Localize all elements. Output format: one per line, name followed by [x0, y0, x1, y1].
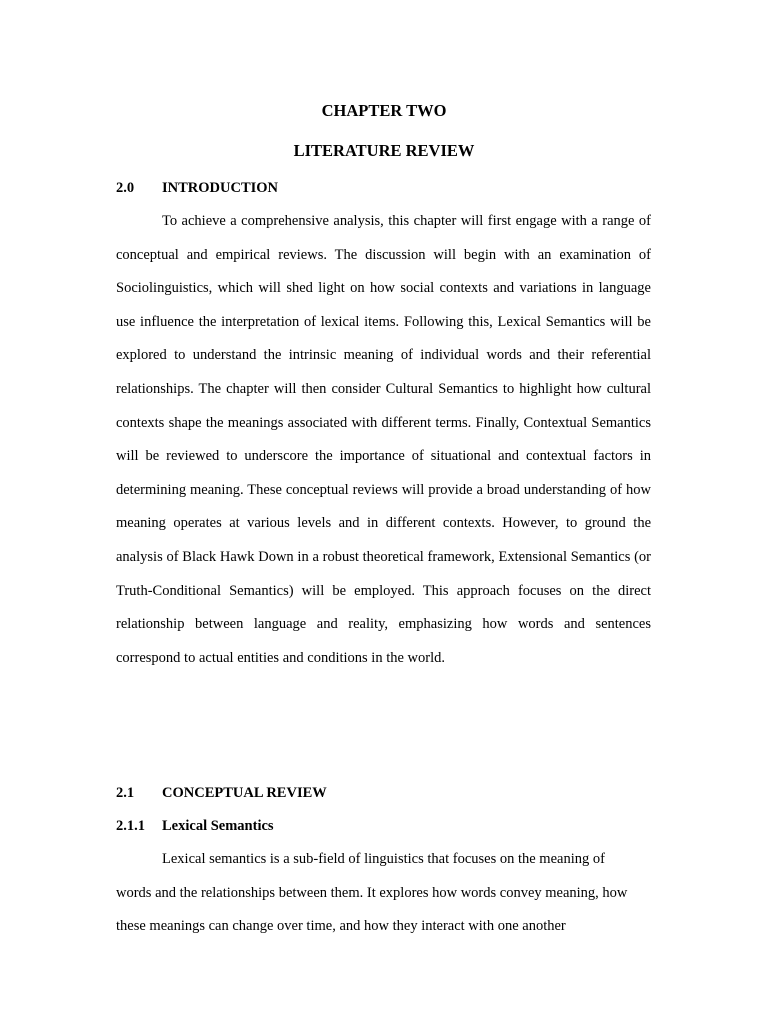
chapter-subtitle: LITERATURE REVIEW — [293, 141, 475, 160]
section-number: 2.0 — [116, 180, 135, 196]
lexical-semantics-paragraph: Lexical semantics is a sub-field of linguistics that focuses on the meaning of words and the relationships between them. It explores how words convey meaning, how these meanings can change over time, and how they interact with one another — [116, 851, 628, 935]
section-title: CONCEPTUAL REVIEW — [162, 785, 327, 801]
subsection-heading-lexical-semantics — [116, 817, 274, 835]
section-heading-conceptual-review — [116, 784, 327, 802]
chapter-title: CHAPTER TWO — [321, 101, 447, 120]
section-number: 2.1.1 — [116, 818, 145, 834]
introduction-paragraph: To achieve a comprehensive analysis, this chapter will first engage with a range of conceptual and empirical reviews. The discussion will begin with an examination of Sociolinguistics, which will shed light on how social contexts and variations in language use influence the interpretation of lexical items. Following this, Lexical Semantics will be explored to understand the intrinsic meaning of individual words and their referential relationships. The chapter will then consider Cultural Semantics to highlight how cultural contexts shape the meanings associated with different terms. Finally, Contextual Semantics will be reviewed to underscore the importance of situational and contextual factors in determining meaning. These conceptual reviews will provide a broad understanding of how meaning operates at various levels and in different contexts. However, to ground the analysis of Black Hawk Down in a robust theoretical framework, Extensional Semantics (or Truth-Conditional Semantics) will be employed. This approach focuses on the direct relationship between language and reality, emphasizing how words and sentences correspond to actual entities and conditions in the world. — [116, 213, 651, 666]
section-title: Lexical Semantics — [162, 818, 274, 834]
section-title: INTRODUCTION — [162, 180, 279, 196]
section-heading-introduction — [116, 179, 278, 197]
section-number: 2.1 — [116, 785, 135, 801]
